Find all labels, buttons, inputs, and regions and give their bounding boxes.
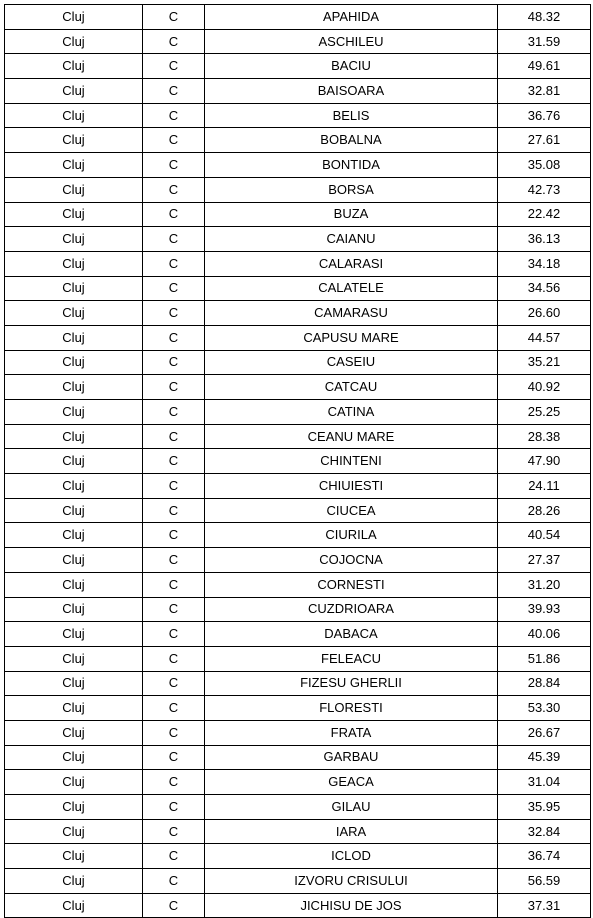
- county-cell: Cluj: [5, 893, 143, 918]
- value-cell: 51.86: [498, 646, 591, 671]
- county-cell: Cluj: [5, 202, 143, 227]
- value-cell: 36.74: [498, 844, 591, 869]
- value-cell: 40.06: [498, 622, 591, 647]
- type-cell: C: [143, 474, 205, 499]
- type-cell: C: [143, 301, 205, 326]
- locality-cell: FLORESTI: [205, 696, 498, 721]
- table-row: [5, 128, 591, 153]
- table-row: [5, 597, 591, 622]
- type-cell: C: [143, 795, 205, 820]
- table-row: [5, 572, 591, 597]
- table-row: [5, 350, 591, 375]
- type-cell: C: [143, 202, 205, 227]
- type-cell: C: [143, 5, 205, 30]
- county-cell: Cluj: [5, 29, 143, 54]
- locality-cell: CHINTENI: [205, 449, 498, 474]
- locality-cell: BACIU: [205, 54, 498, 79]
- locality-cell: COJOCNA: [205, 548, 498, 573]
- type-cell: C: [143, 375, 205, 400]
- county-cell: Cluj: [5, 696, 143, 721]
- county-cell: Cluj: [5, 424, 143, 449]
- table-row: [5, 54, 591, 79]
- value-cell: 40.54: [498, 523, 591, 548]
- type-cell: C: [143, 572, 205, 597]
- locality-cell: BONTIDA: [205, 153, 498, 178]
- county-cell: Cluj: [5, 498, 143, 523]
- value-cell: 40.92: [498, 375, 591, 400]
- county-cell: Cluj: [5, 103, 143, 128]
- value-cell: 53.30: [498, 696, 591, 721]
- county-cell: Cluj: [5, 745, 143, 770]
- locality-cell: CUZDRIOARA: [205, 597, 498, 622]
- type-cell: C: [143, 29, 205, 54]
- table-row: [5, 79, 591, 104]
- type-cell: C: [143, 597, 205, 622]
- county-cell: Cluj: [5, 795, 143, 820]
- locality-cell: APAHIDA: [205, 5, 498, 30]
- value-cell: 27.61: [498, 128, 591, 153]
- county-cell: Cluj: [5, 572, 143, 597]
- value-cell: 28.84: [498, 671, 591, 696]
- value-cell: 32.81: [498, 79, 591, 104]
- type-cell: C: [143, 103, 205, 128]
- value-cell: 35.08: [498, 153, 591, 178]
- value-cell: 28.38: [498, 424, 591, 449]
- value-cell: 25.25: [498, 400, 591, 425]
- type-cell: C: [143, 622, 205, 647]
- type-cell: C: [143, 177, 205, 202]
- county-cell: Cluj: [5, 227, 143, 252]
- type-cell: C: [143, 54, 205, 79]
- value-cell: 34.18: [498, 251, 591, 276]
- table-row: [5, 523, 591, 548]
- county-cell: Cluj: [5, 449, 143, 474]
- county-cell: Cluj: [5, 325, 143, 350]
- locality-cell: FELEACU: [205, 646, 498, 671]
- table-row: [5, 227, 591, 252]
- table-row: [5, 720, 591, 745]
- table-row: [5, 548, 591, 573]
- type-cell: C: [143, 153, 205, 178]
- table-row: [5, 795, 591, 820]
- type-cell: C: [143, 227, 205, 252]
- type-cell: C: [143, 548, 205, 573]
- value-cell: 36.76: [498, 103, 591, 128]
- locality-cell: ICLOD: [205, 844, 498, 869]
- value-cell: 36.13: [498, 227, 591, 252]
- table-row: [5, 400, 591, 425]
- value-cell: 31.59: [498, 29, 591, 54]
- locality-cell: DABACA: [205, 622, 498, 647]
- county-cell: Cluj: [5, 646, 143, 671]
- type-cell: C: [143, 646, 205, 671]
- table-row: [5, 844, 591, 869]
- type-cell: C: [143, 400, 205, 425]
- county-cell: Cluj: [5, 276, 143, 301]
- table-row: [5, 29, 591, 54]
- data-table-container: [4, 4, 590, 918]
- county-cell: Cluj: [5, 474, 143, 499]
- locality-cell: FRATA: [205, 720, 498, 745]
- county-cell: Cluj: [5, 844, 143, 869]
- type-cell: C: [143, 128, 205, 153]
- type-cell: C: [143, 844, 205, 869]
- value-cell: 48.32: [498, 5, 591, 30]
- locality-cell: IZVORU CRISULUI: [205, 869, 498, 894]
- value-cell: 32.84: [498, 819, 591, 844]
- table-row: [5, 474, 591, 499]
- table-body: [5, 5, 591, 918]
- type-cell: C: [143, 251, 205, 276]
- table-row: [5, 424, 591, 449]
- table-row: [5, 622, 591, 647]
- value-cell: 42.73: [498, 177, 591, 202]
- table-row: [5, 498, 591, 523]
- table-row: [5, 893, 591, 918]
- county-cell: Cluj: [5, 622, 143, 647]
- value-cell: 56.59: [498, 869, 591, 894]
- locality-cell: FIZESU GHERLII: [205, 671, 498, 696]
- county-cell: Cluj: [5, 153, 143, 178]
- type-cell: C: [143, 276, 205, 301]
- county-cell: Cluj: [5, 79, 143, 104]
- locality-cell: GARBAU: [205, 745, 498, 770]
- value-cell: 31.04: [498, 770, 591, 795]
- county-cell: Cluj: [5, 869, 143, 894]
- locality-cell: CEANU MARE: [205, 424, 498, 449]
- data-table: [4, 4, 591, 918]
- table-row: [5, 375, 591, 400]
- county-cell: Cluj: [5, 770, 143, 795]
- table-row: [5, 5, 591, 30]
- table-row: [5, 671, 591, 696]
- county-cell: Cluj: [5, 251, 143, 276]
- county-cell: Cluj: [5, 54, 143, 79]
- locality-cell: JICHISU DE JOS: [205, 893, 498, 918]
- value-cell: 26.60: [498, 301, 591, 326]
- type-cell: C: [143, 819, 205, 844]
- locality-cell: BORSA: [205, 177, 498, 202]
- county-cell: Cluj: [5, 819, 143, 844]
- type-cell: C: [143, 720, 205, 745]
- table-row: [5, 202, 591, 227]
- type-cell: C: [143, 696, 205, 721]
- table-row: [5, 301, 591, 326]
- locality-cell: IARA: [205, 819, 498, 844]
- type-cell: C: [143, 424, 205, 449]
- type-cell: C: [143, 869, 205, 894]
- table-row: [5, 325, 591, 350]
- type-cell: C: [143, 745, 205, 770]
- county-cell: Cluj: [5, 671, 143, 696]
- locality-cell: BAISOARA: [205, 79, 498, 104]
- county-cell: Cluj: [5, 177, 143, 202]
- value-cell: 28.26: [498, 498, 591, 523]
- type-cell: C: [143, 449, 205, 474]
- value-cell: 26.67: [498, 720, 591, 745]
- locality-cell: CALATELE: [205, 276, 498, 301]
- county-cell: Cluj: [5, 548, 143, 573]
- table-row: [5, 103, 591, 128]
- value-cell: 39.93: [498, 597, 591, 622]
- county-cell: Cluj: [5, 350, 143, 375]
- county-cell: Cluj: [5, 597, 143, 622]
- locality-cell: BUZA: [205, 202, 498, 227]
- locality-cell: CAMARASU: [205, 301, 498, 326]
- value-cell: 24.11: [498, 474, 591, 499]
- locality-cell: CHIUIESTI: [205, 474, 498, 499]
- value-cell: 34.56: [498, 276, 591, 301]
- table-row: [5, 276, 591, 301]
- locality-cell: CATCAU: [205, 375, 498, 400]
- locality-cell: GILAU: [205, 795, 498, 820]
- locality-cell: BOBALNA: [205, 128, 498, 153]
- county-cell: Cluj: [5, 375, 143, 400]
- table-row: [5, 696, 591, 721]
- county-cell: Cluj: [5, 5, 143, 30]
- type-cell: C: [143, 325, 205, 350]
- type-cell: C: [143, 79, 205, 104]
- value-cell: 35.95: [498, 795, 591, 820]
- table-row: [5, 819, 591, 844]
- locality-cell: GEACA: [205, 770, 498, 795]
- value-cell: 22.42: [498, 202, 591, 227]
- locality-cell: ASCHILEU: [205, 29, 498, 54]
- locality-cell: CORNESTI: [205, 572, 498, 597]
- type-cell: C: [143, 350, 205, 375]
- locality-cell: CIUCEA: [205, 498, 498, 523]
- value-cell: 45.39: [498, 745, 591, 770]
- table-row: [5, 449, 591, 474]
- county-cell: Cluj: [5, 400, 143, 425]
- value-cell: 44.57: [498, 325, 591, 350]
- table-row: [5, 869, 591, 894]
- locality-cell: BELIS: [205, 103, 498, 128]
- county-cell: Cluj: [5, 128, 143, 153]
- type-cell: C: [143, 498, 205, 523]
- locality-cell: CAIANU: [205, 227, 498, 252]
- type-cell: C: [143, 893, 205, 918]
- locality-cell: CIURILA: [205, 523, 498, 548]
- table-row: [5, 646, 591, 671]
- county-cell: Cluj: [5, 523, 143, 548]
- locality-cell: CATINA: [205, 400, 498, 425]
- type-cell: C: [143, 671, 205, 696]
- county-cell: Cluj: [5, 720, 143, 745]
- table-row: [5, 177, 591, 202]
- locality-cell: CASEIU: [205, 350, 498, 375]
- type-cell: C: [143, 770, 205, 795]
- table-row: [5, 770, 591, 795]
- value-cell: 49.61: [498, 54, 591, 79]
- value-cell: 37.31: [498, 893, 591, 918]
- locality-cell: CALARASI: [205, 251, 498, 276]
- value-cell: 27.37: [498, 548, 591, 573]
- table-row: [5, 745, 591, 770]
- value-cell: 31.20: [498, 572, 591, 597]
- value-cell: 35.21: [498, 350, 591, 375]
- table-row: [5, 251, 591, 276]
- locality-cell: CAPUSU MARE: [205, 325, 498, 350]
- type-cell: C: [143, 523, 205, 548]
- table-row: [5, 153, 591, 178]
- county-cell: Cluj: [5, 301, 143, 326]
- value-cell: 47.90: [498, 449, 591, 474]
